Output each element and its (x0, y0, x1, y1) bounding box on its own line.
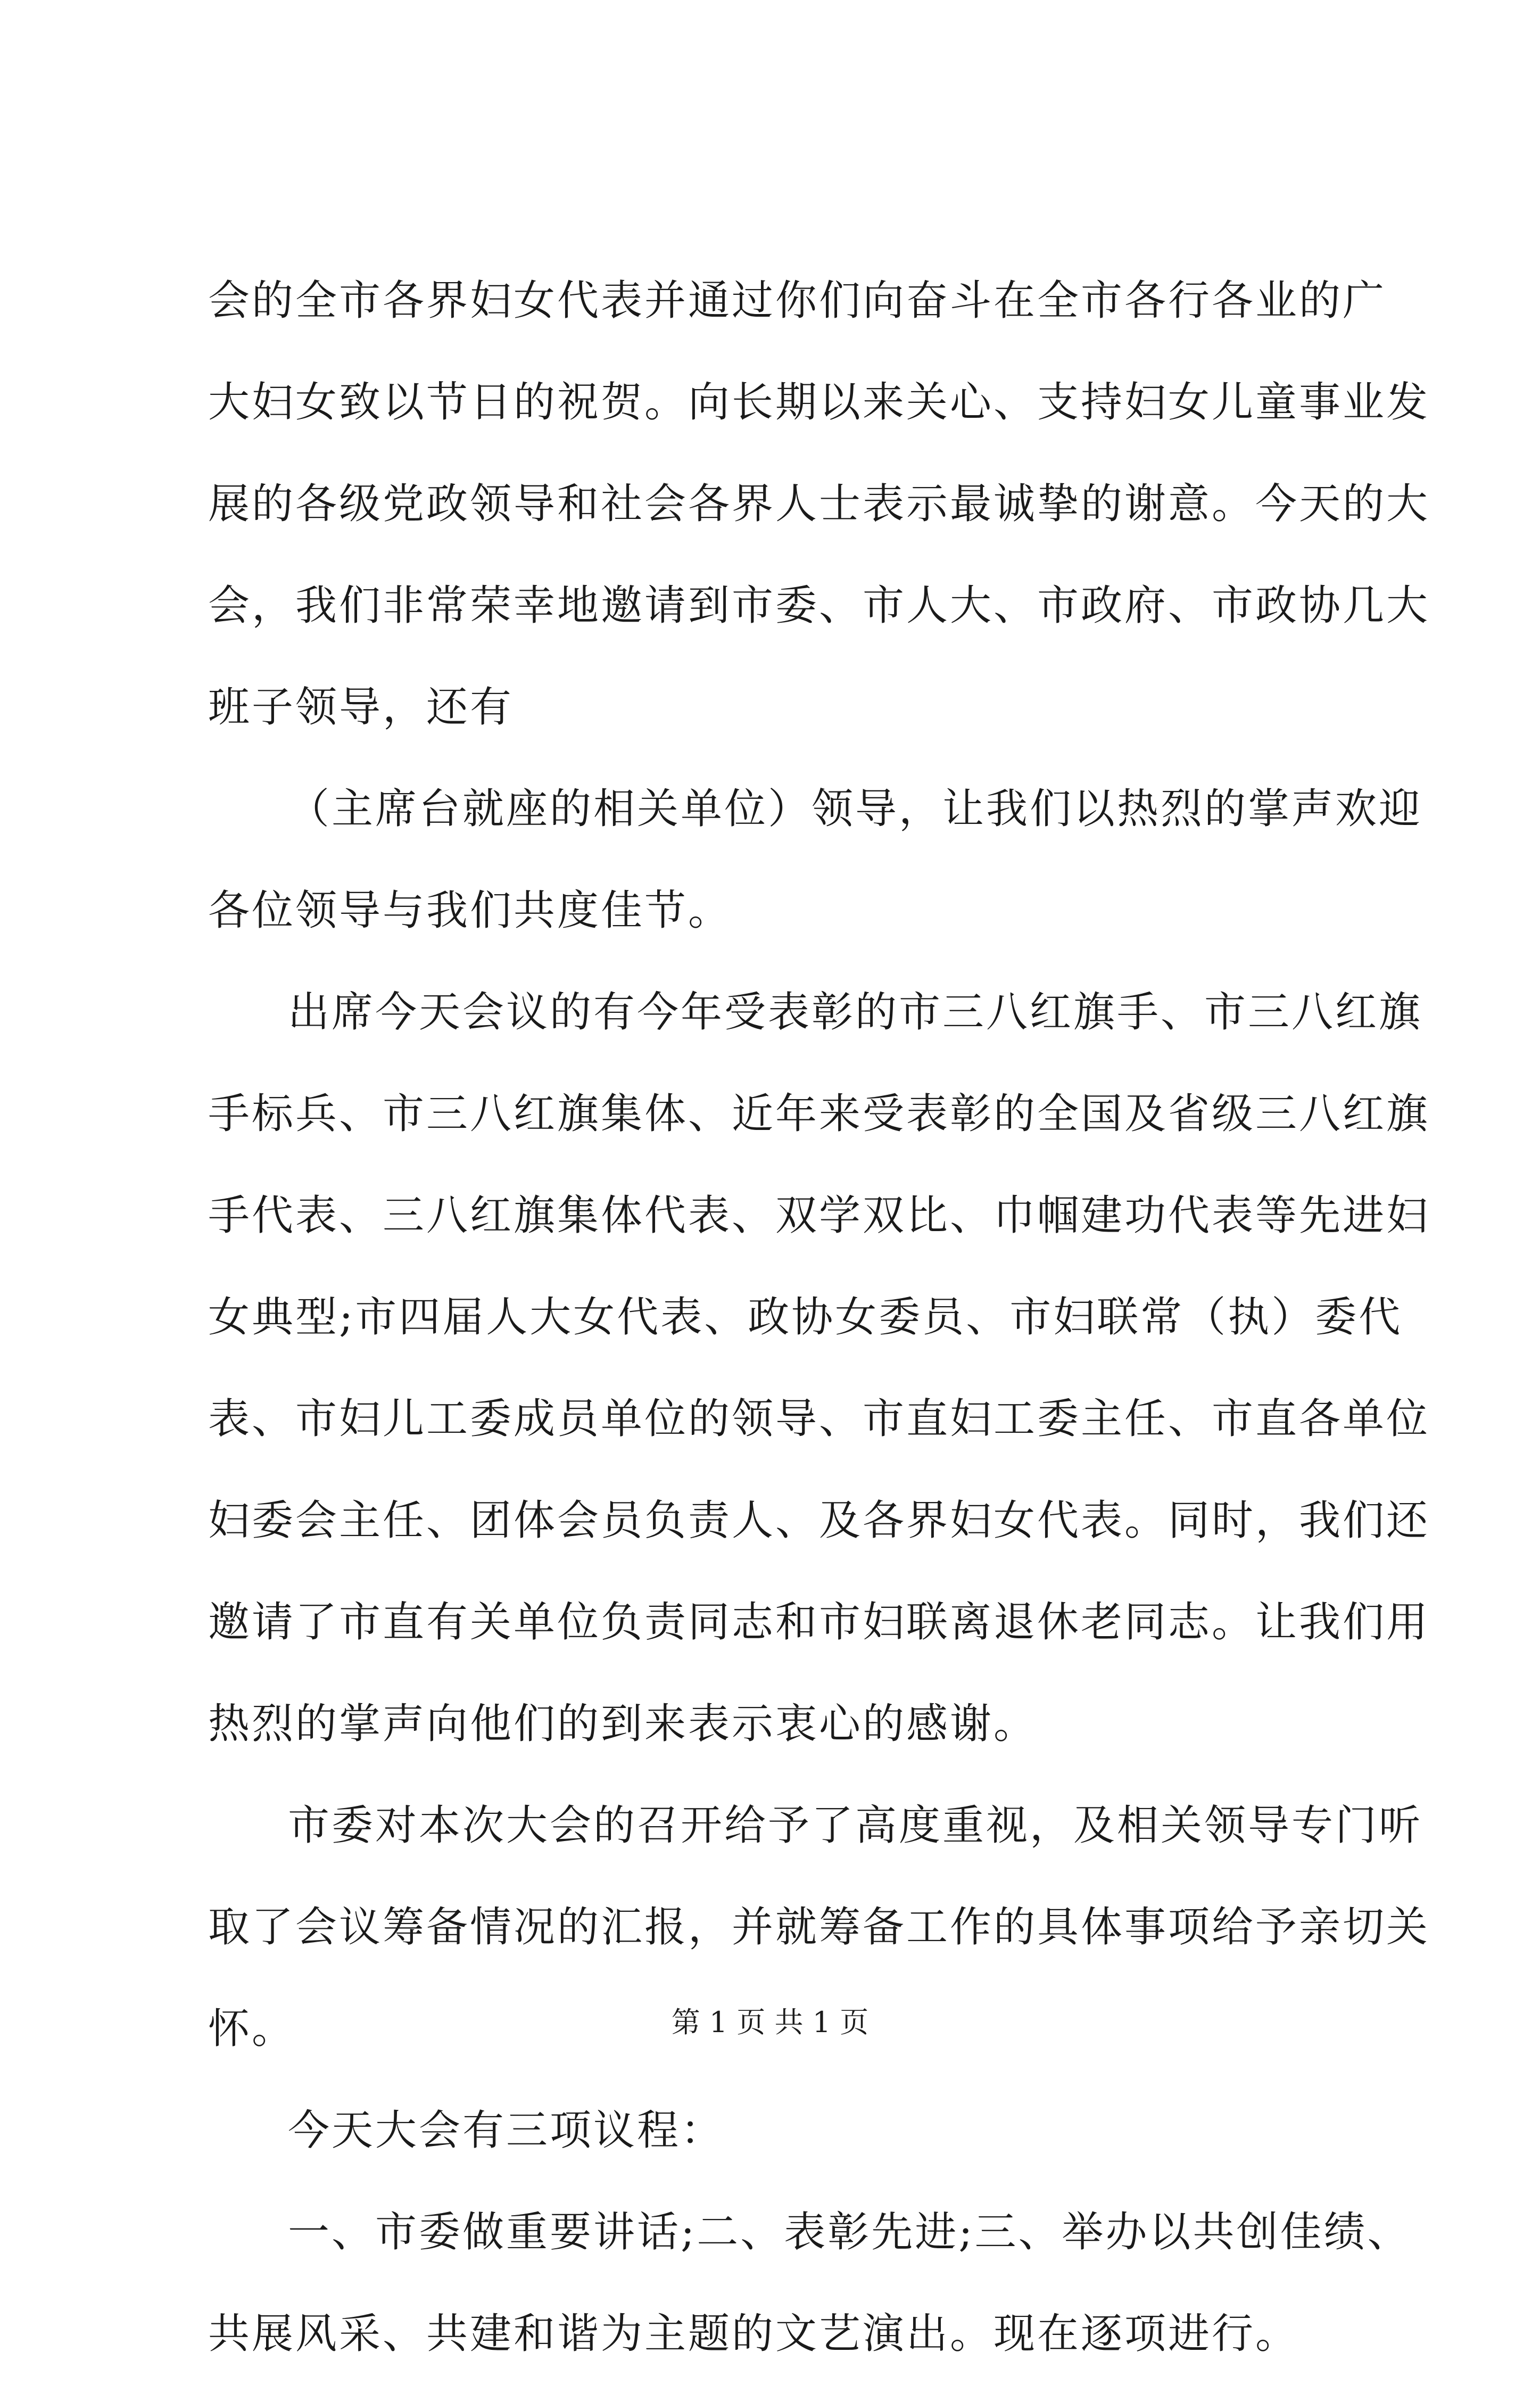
text-line: 一、市委做重要讲话;二、表彰先进;三、举办以共创佳绩、 (288, 2208, 1411, 2256)
text-line: 大妇女致以节日的祝贺。向长期以来关心、支持妇女儿童事业发 (208, 378, 1430, 426)
text-line: 会的全市各界妇女代表并通过你们向奋斗在全市各行各业的广 (208, 277, 1387, 325)
text-line: 女典型;市四届人大女代表、政协女委员、市妇联常（执）委代 (208, 1293, 1403, 1341)
text-line: 共展风采、共建和谐为主题的文艺演出。现在逐项进行。 (208, 2310, 1299, 2358)
text-line: 妇委会主任、团体会员负责人、及各界妇女代表。同时，我们还 (208, 1497, 1430, 1545)
text-line: 热烈的掌声向他们的到来表示衷心的感谢。 (208, 1700, 1038, 1748)
text-line: 会，我们非常荣幸地邀请到市委、市人大、市政府、市政协几大 (208, 582, 1430, 630)
text-line: 出席今天会议的有今年受表彰的市三八红旗手、市三八红旗 (288, 988, 1423, 1036)
page-number-footer: 第 1 页 共 1 页 (671, 2006, 869, 2039)
body-text (208, 250, 1430, 2385)
text-line: 邀请了市直有关单位负责同志和市妇联离退休老同志。让我们用 (208, 1598, 1430, 1646)
text-line: 今天大会有三项议程： (288, 2107, 725, 2155)
text-line: 展的各级党政领导和社会各界人士表示最诚挚的谢意。今天的大 (208, 480, 1430, 528)
text-line: 市委对本次大会的召开给予了高度重视，及相关领导专门听 (288, 1802, 1423, 1850)
text-line: 各位领导与我们共度佳节。 (208, 887, 732, 935)
text-line: 手代表、三八红旗集体代表、双学双比、巾帼建功代表等先进妇 (208, 1192, 1430, 1240)
text-line: 取了会议筹备情况的汇报，并就筹备工作的具体事项给予亲切关 (208, 1903, 1430, 1951)
text-line: 怀。 (208, 2005, 296, 2053)
text-line: 表、市妇儿工委成员单位的领导、市直妇工委主任、市直各单位 (208, 1395, 1430, 1443)
text-line: （主席台就座的相关单位）领导，让我们以热烈的掌声欢迎 (288, 785, 1423, 833)
text-line: 手标兵、市三八红旗集体、近年来受表彰的全国及省级三八红旗 (208, 1090, 1430, 1138)
text-line: 班子领导，还有 (208, 683, 514, 731)
